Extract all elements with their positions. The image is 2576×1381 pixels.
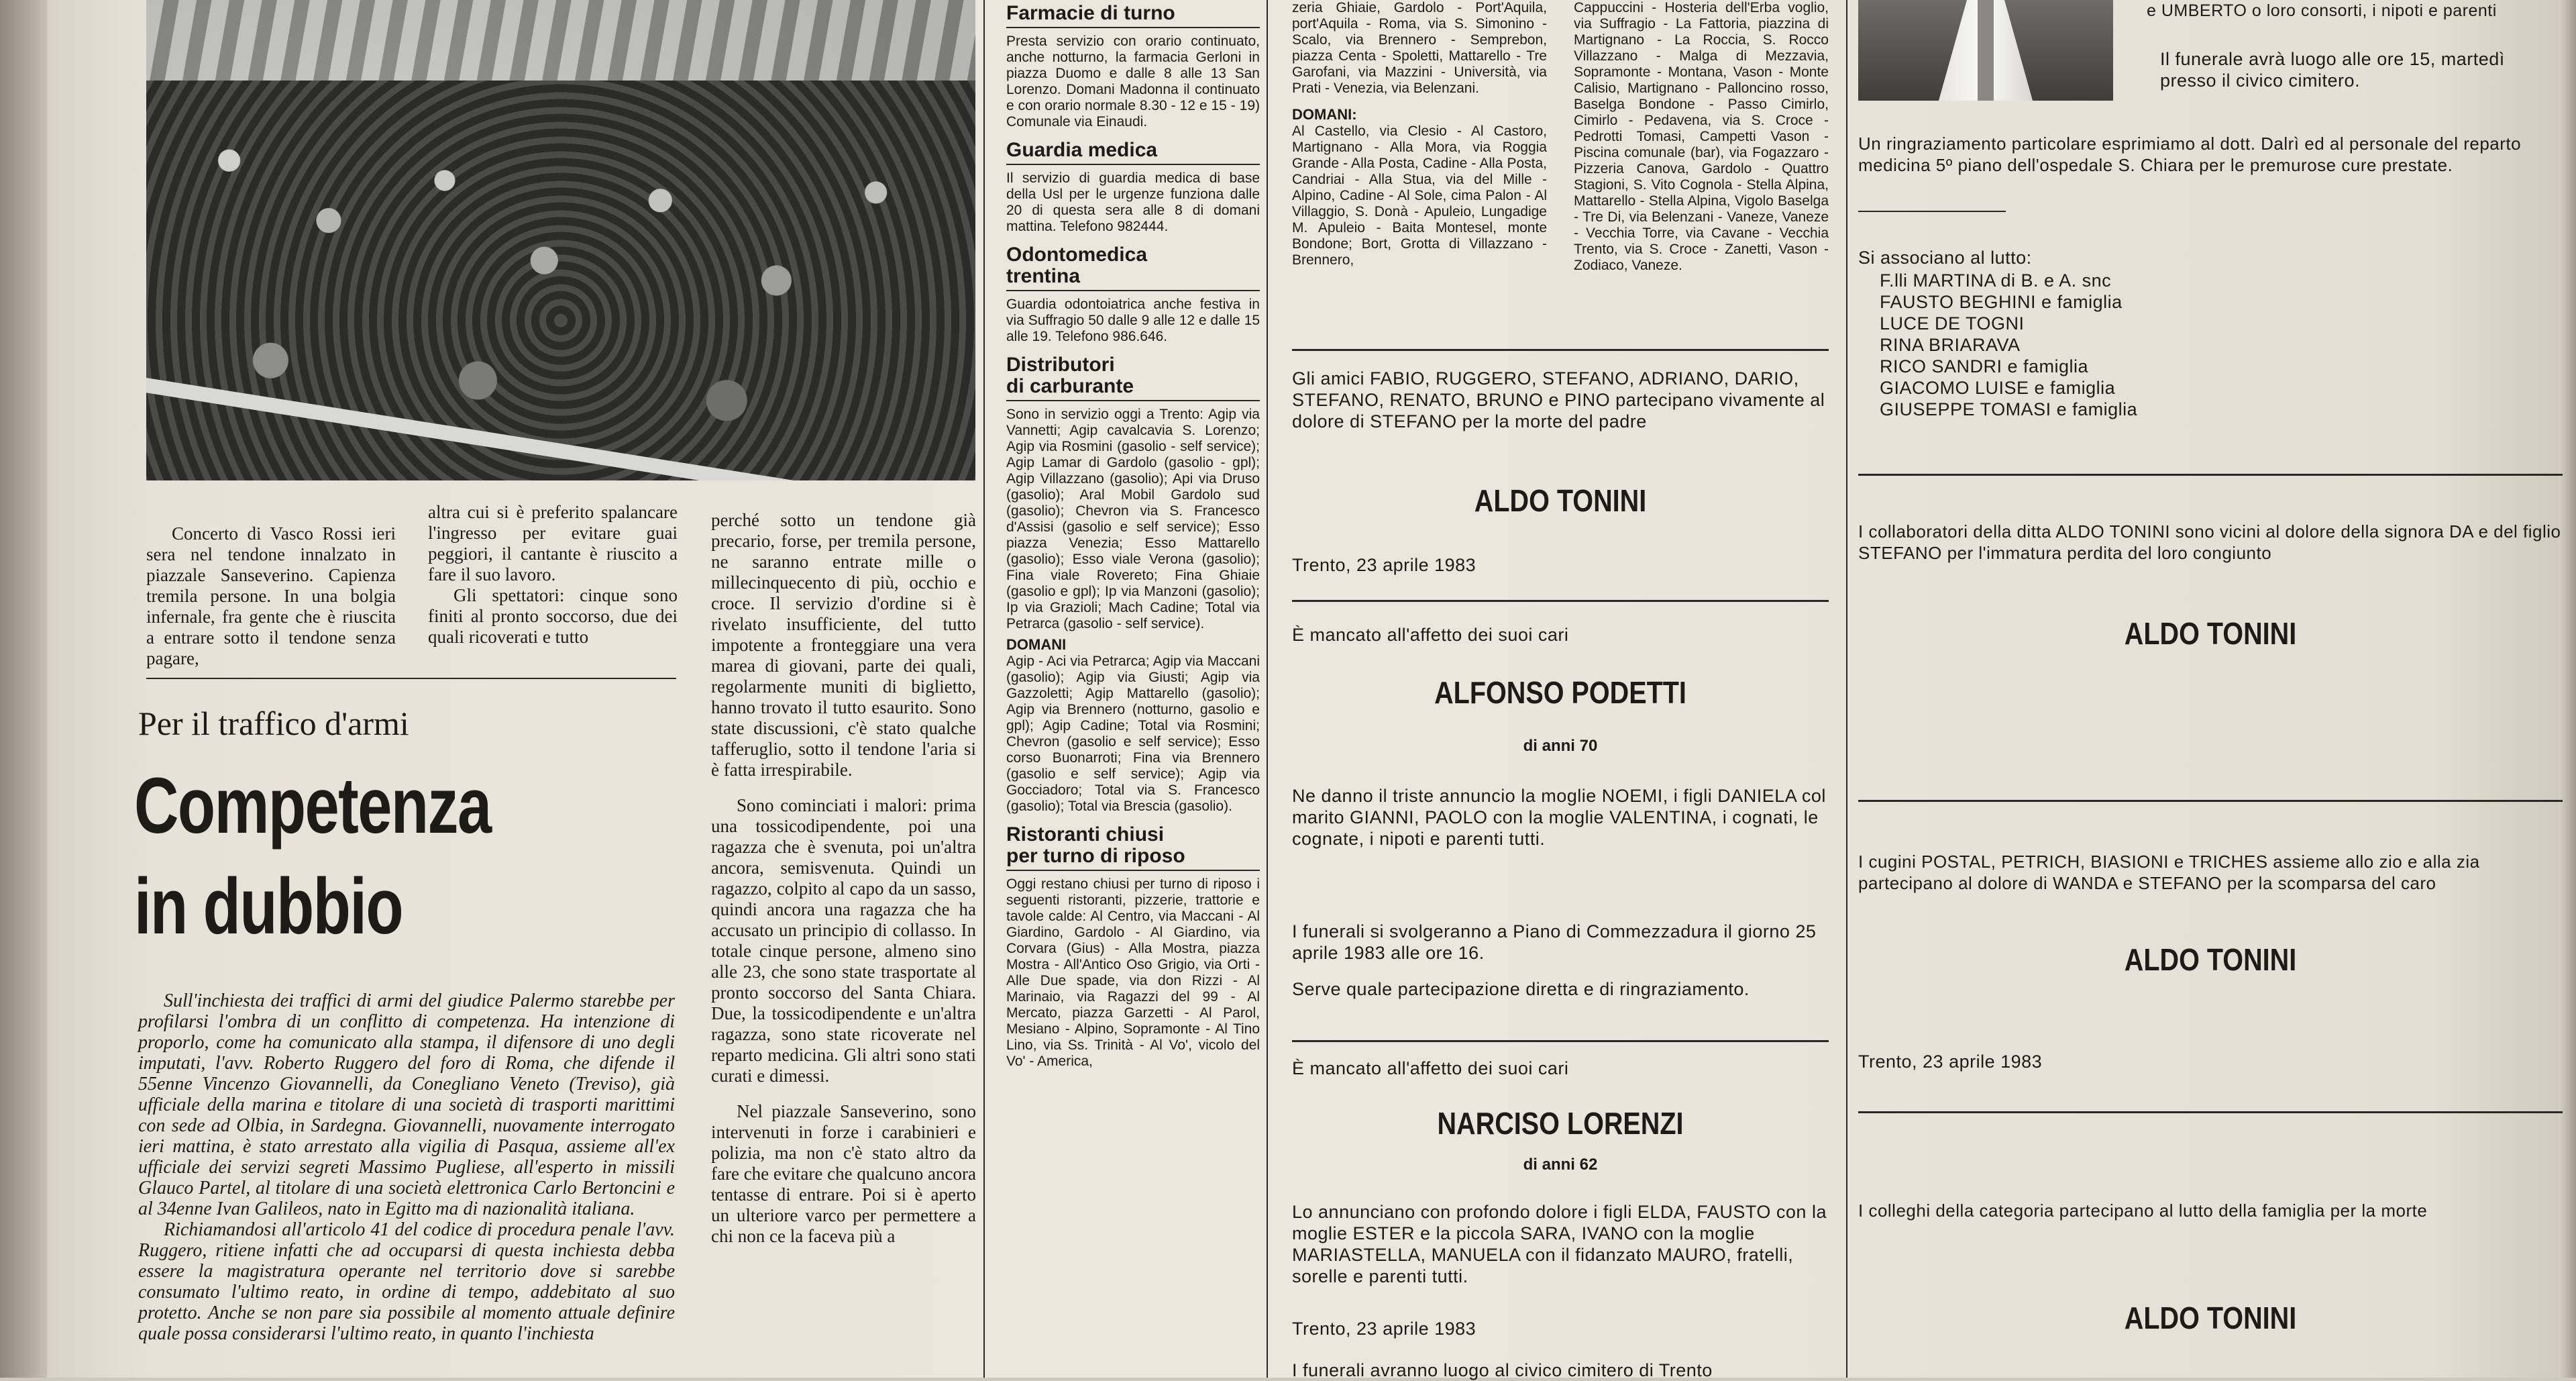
obituary-divider <box>1858 1111 2563 1113</box>
photo-caption-col2 <box>428 502 678 648</box>
medical-guard-title: Guardia medica <box>1006 139 1158 161</box>
pharmacy-text: Presta servizio con orario continuato, anche notturno, la farmacia Gerloni in piazza Duomo e dalle 8 alle 13 San Lorenzo. Domani Madonna il continuato e con orario normale 8.30 - 12 e 15 - 19) Comunale via Einaudi. <box>1006 34 1260 130</box>
associano-name: RINA BRIARAVA <box>1880 335 2021 355</box>
fuel-title-line2: di carburante <box>1006 375 1134 397</box>
dental-rule <box>1006 290 1260 291</box>
book-spine-shadow <box>0 0 47 1378</box>
restaurants-continuation-a <box>1292 0 1547 268</box>
medical-guard-text: Il servizio di guardia medica di base della Usl per le urgenze funziona dalle 20 di questa sera alle 8 di domani mattina. Telefono 982444. <box>1006 170 1260 234</box>
associano-name: FAUSTO BEGHINI e famiglia <box>1880 292 2123 312</box>
fuel-title-line1: Distributori <box>1006 354 1115 376</box>
restaurants-tomorrow-label: DOMANI: <box>1292 106 1357 123</box>
restaurants-continuation-a-text: zeria Ghiaie, Gardolo - Port'Aquila, port'Aquila - Roma, via S. Simonino - Scalo, via Brennero - Semprebon, piazza Centa - Spoletti, Mattarello - Tre Garofani, via Mazzini - Università, via Prati - Venezia, via Belenzani. <box>1292 0 1547 96</box>
dental-title-line2: trentina <box>1006 265 1081 287</box>
concert-paragraph-3: Nel piazzale Sanseverino, sono intervenuti in forze i carabinieri e polizia, ma non c'è stato altro da fare che evitare che qualcuno ancora tentasse di entrare. Poi si è aperto un ulteriore varco per permettere a chi non ce la faceva più a <box>711 1101 976 1246</box>
obit-funeral-info: Il funerale avrà luogo alle ore 15, martedì presso il civico cimitero. <box>2160 49 2505 91</box>
fuel-tomorrow-text: Agip - Aci via Petrarca; Agip via Maccani (gasolio); Agip via Giusti; Agip via Gazzoletti; Agip Mattarello (gasolio); Agip via Brennero (notturno, gasolio e gpl); Agip Cadine; Total via Rosmini; Chevron (gasolio e self service); Esso corso Buonarroti; Fina via Brennero (gasolio e self service); Agip via Gocciadoro; Total via S. Francesco (gasolio); Total via Brescia (gasolio). <box>1006 654 1260 814</box>
obit-cousins-text: I cugini POSTAL, PETRICH, BIASIONI e TRICHES assieme allo zio e alla zia partecipano al dolore di WANDA e STEFANO per la scomparsa del caro <box>1858 852 2480 893</box>
dental-text: Guardia odontoiatrica anche festiva in via Suffragio 50 dalle 9 alle 12 e dalle 15 alle 19. Telefono 986.646. <box>1006 297 1260 344</box>
associano-name: GIACOMO LUISE e famiglia <box>1880 378 2116 398</box>
restaurants-text: Oggi restano chiusi per turno di riposo i seguenti ristoranti, pizzerie, trattorie e tavole calde: Al Centro, via Maccani - Al Giardino, Gardolo - Al Giardino, via Corvara (Gius) - Alla Mostra, piazza Mostra - All'Antico Oso Grigio, via Orti - Alle Due spade, via don Rizzi - Al Marinaio, via Ragazzi del 99 - Al Mercato, piazza Garzetti - Al Parol, Mesiano - Alpino, Sopramonte - Al Tino Lino, via Ss. Trinità - Al Vo', vicolo del Vo' - America, <box>1006 876 1260 1069</box>
obit-associano-list <box>1880 270 2551 420</box>
obit-friends-name: ALDO TONINI <box>1474 483 1647 518</box>
photo-tent-canopy <box>146 0 975 94</box>
photo-caption-col1: Concerto di Vasco Rossi ieri sera nel tendone innalzato in piazzale Sanseverino. Capienza tremila persone. In una bolgia infernale, fra gente che è riuscita a entrare sotto il tendone senza pagare, <box>146 523 396 668</box>
article-lead-p2: Richiamandosi all'articolo 41 del codice di procedura penale l'avv. Ruggero, ritiene infatti che ad occuparsi di questa inchiesta debba essere la magistratura operante nel territorio dove si sarebbe consumato l'ultimo reato, in ordine di tempo, addebitato al suo protetto. Anche se non pare sia possibile al momento attuale definire quale possa considerarsi l'ultimo reato, in quanto l'inchiesta <box>138 1219 675 1344</box>
photo-crowd <box>146 81 975 480</box>
deceased-portrait-photo <box>1858 0 2113 101</box>
obit-podetti-funeral: I funerali si svolgeranno a Piano di Commezzadura il giorno 25 aprile 1983 alle ore 16. <box>1292 921 1817 963</box>
portrait-tie <box>1978 0 1994 101</box>
article-lead <box>138 990 675 1344</box>
concert-photo <box>146 0 975 480</box>
obit-podetti-intro: È mancato all'affetto dei suoi cari <box>1292 625 1569 645</box>
obit-podetti-age: di anni 70 <box>1523 737 1598 755</box>
restaurants-tomorrow-text: Al Castello, via Clesio - Al Castoro, Martignano - Alla Mora, via Roggia Grande - Alla Posta, Cadine - Alla Posta, Candriai - Alla Stua, via del Mille - Alpino, Cadine - Al Sole, cima Palon - Al Villaggio, S. Donà - Apuleio, Lungadige M. Apuleio - Baita Montesel, monte Bondone; Bort, Grotta di Villazzano - Brennero, <box>1292 123 1547 268</box>
obit-colleagues-text: I colleghi della categoria partecipano al lutto della famiglia per la morte <box>1858 1200 2428 1221</box>
obituary-divider <box>1858 474 2563 476</box>
obituary-divider <box>1858 800 2563 802</box>
article-lead-p1: Sull'inchiesta dei traffici di armi del giudice Palermo starebbe per profilarsi l'ombra di un conflitto di competenza. Ha intenzione di proporlo, come ha comunicato alla stampa, il difensore di uno degli imputati, l'avv. Roberto Ruggero del foro di Roma, che difende il 55enne Vincenzo Giovannelli, da Conegliano Veneto (Treviso), già ufficiale della marina e titolare di una società di trasporti marittimi con sede ad Olbia, in Sardegna. Giovannelli, nuovamente interrogato ieri mattina, è stato arrestato alla vigilia di Pasqua, assieme all'ex ufficiale dei servizi segreti Massimo Pugliese, all'esperto in missili Glauco Partel, al titolare di una società elettronica Carlo Bertoncini e al 34enne Ivan Galileos, nato in Egitto ma di nazionalità italiana. <box>138 990 675 1219</box>
obit-friends-date: Trento, 23 aprile 1983 <box>1292 555 1477 575</box>
pharmacy-title: Farmacie di turno <box>1006 2 1175 24</box>
associano-name: F.lli MARTINA di B. e A. snc <box>1880 270 2112 291</box>
article-kicker: Per il traffico d'armi <box>138 705 409 742</box>
obit-collaborators-text: I collaboratori della ditta ALDO TONINI sono vicini al dolore della signora DA e del figlio STEFANO per l'immatura perdita del loro congiunto <box>1858 521 2561 563</box>
article-headline-line1: Competenza <box>134 762 491 850</box>
fuel-text: Sono in servizio oggi a Trento: Agip via Vannetti; Agip cavalcavia S. Lorenzo; Agip via Rosmini (gasolio - self service); Agip Lamar di Gardolo (gasolio - gpl); Agip Villazzano (gasolio); Api via Druso (gasolio); Aral Mobil Gardolo sud (gasolio); Chevron via S. Francesco d'Assisi (gasolio e self service); Esso piazza Venezia; Esso Mattarello (gasolio); Esso viale Verona (gasolio); Fina viale Rovereto; Fina Ghiaie (gasolio e gpl); Ip via Manzoni (gasolio); Ip via Grazioli; Mach Cadine; Total via Petrarca (gasolio - self service). <box>1006 407 1260 631</box>
obit-lorenzi-funeral: I funerali avranno luogo al civico cimitero di Trento <box>1292 1360 1713 1380</box>
obit-associano-label: Si associano al lutto: <box>1858 248 2032 268</box>
services-column <box>1006 3 1260 1070</box>
obit-podetti-text: Ne danno il triste annuncio la moglie NOEMI, i figli DANIELA col marito GIANNI, PAOLO con la moglie VALENTINA, i cognati, le cognate, i nipoti e parenti tutti. <box>1292 786 1826 849</box>
pharmacy-title-rule <box>1006 27 1260 28</box>
short-divider <box>1858 211 2006 212</box>
concert-paragraph-1: perché sotto un tendone già precario, forse, per tremila persone, ne saranno entrate mille o millecinquecento di più, occhio e croce. Il servizio d'ordine si è rivelato insufficiente, del tutto impotente a fronteggiare una vera marea di giovani, parte dei quali, regolarmente muniti di biglietto, hanno trovato il tutto esaurito. Sono state discussioni, c'è stato qualche tafferuglio, sotto il tendone l'aria si è fatta irrespirabile. <box>711 510 976 780</box>
fuel-rule <box>1006 400 1260 401</box>
medical-guard-rule <box>1006 164 1260 165</box>
fuel-tomorrow-label: DOMANI <box>1006 636 1067 653</box>
obit-friends-text: Gli amici FABIO, RUGGERO, STEFANO, ADRIANO, DARIO, STEFANO, RENATO, BRUNO e PINO partecipano vivamente al dolore di STEFANO per la morte del padre <box>1292 368 1825 431</box>
concert-paragraph-2: Sono cominciati i malori: prima una tossicodipendente, poi una ragazza che è svenuta, poi un'altra ancora, semisvenuta. Quindi un ragazzo, colpito al capo da un sasso, quindi ancora una ragazza che ha accusato un principio di collasso. In totale cinque persone, almeno sino alle 23, che sono state trasportate al pronto soccorso del Santa Chiara. Due, la tossicodipendente e un'altra ragazza, sono state ricoverate nel reparto medicina. Gli altri sono stati curati e dimessi. <box>711 795 976 1086</box>
obituary-divider <box>1292 1040 1829 1042</box>
restaurants-title-line1: Ristoranti chiusi <box>1006 823 1165 846</box>
restaurants-rule <box>1006 870 1260 871</box>
page-edge-shadow <box>2559 0 2576 1378</box>
photo-caption-col2-text: altra cui si è preferito spalancare l'ingresso per evitare guai peggiori, il cantante è riuscito a fare il suo lavoro. <box>428 502 678 584</box>
obit-lorenzi-age: di anni 62 <box>1523 1156 1598 1174</box>
obit-podetti-note: Serve quale partecipazione diretta e di ringraziamento. <box>1292 979 1750 999</box>
obit-cousins-date: Trento, 23 aprile 1983 <box>1858 1052 2043 1072</box>
obit-lorenzi-date: Trento, 23 aprile 1983 <box>1292 1319 1477 1339</box>
column-rule <box>1846 0 1847 1378</box>
dental-title-line1: Odontomedica <box>1006 244 1148 266</box>
restaurants-continuation-c: Cappuccini - Hosteria dell'Erba voglio, via Suffragio - La Fattoria, piazzina di Martignano - La Roccia, S. Rocco Villazzano - Malga di Mezzavia, Sopramonte - Montana, Vason - Monte Calisio, Martignano - Palloncino rosso, Baselga Bondone - Passo Cimirlo, Cimirlo - Pedavena, via S. Croce - Pedrotti Tomasi, Campetti Vason - Piscina comunale (bar), via Fogazzaro - Pizzeria Canova, Gardolo - Quattro Stagioni, S. Vito Cognola - Stella Alpina, Mattarello - Stella Alpina, Vigolo Baselga - Tre Di, via Belenzani - Vaneze, Vaneze - Vecchia Torre, via Cavane - Vecchia Trento, via S. Croce - Zanetti, Vason - Zodiaco, Vaneze. <box>1574 0 1829 273</box>
associano-name: LUCE DE TOGNI <box>1880 313 2025 334</box>
obit-collaborators-name: ALDO TONINI <box>2124 616 2297 651</box>
obituary-divider <box>1292 600 1829 602</box>
associano-name: GIUSEPPE TOMASI e famiglia <box>1880 399 2138 419</box>
concert-article-continuation <box>711 510 976 1247</box>
obit-thanks: Un ringraziamento particolare esprimiamo al dott. Dalrì ed al personale del reparto medicina 5º piano dell'ospedale S. Chiara per le premurose cure prestate. <box>1858 134 2522 175</box>
article-headline-line2: in dubbio <box>134 862 403 951</box>
section-divider <box>146 678 676 679</box>
column-rule <box>983 0 985 1378</box>
obit-lorenzi-name: NARCISO LORENZI <box>1437 1106 1684 1141</box>
obit-lorenzi-text: Lo annunciano con profondo dolore i figli ELDA, FAUSTO con la moglie ESTER e la piccola SARA, IVANO con la moglie MARIASTELLA, MANUELA con il fidanzato MAURO, fratelli, sorelle e parenti tutti. <box>1292 1202 1827 1286</box>
column-rule <box>1267 0 1268 1378</box>
photo-caption-col2-text-b: Gli spettatori: cinque sono finiti al pronto soccorso, due dei quali ricoverati e tutto <box>428 585 678 647</box>
obit-lorenzi-intro: È mancato all'affetto dei suoi cari <box>1292 1058 1569 1078</box>
obituary-divider <box>1292 349 1829 351</box>
restaurants-title-line2: per turno di riposo <box>1006 845 1185 867</box>
obit-family-partial: e UMBERTO o loro consorti, i nipoti e parenti <box>2147 1 2497 20</box>
obit-colleagues-name: ALDO TONINI <box>2124 1300 2297 1335</box>
associano-name: RICO SANDRI e famiglia <box>1880 356 2089 376</box>
obit-cousins-name: ALDO TONINI <box>2124 942 2297 977</box>
obit-podetti-name: ALFONSO PODETTI <box>1434 675 1686 710</box>
